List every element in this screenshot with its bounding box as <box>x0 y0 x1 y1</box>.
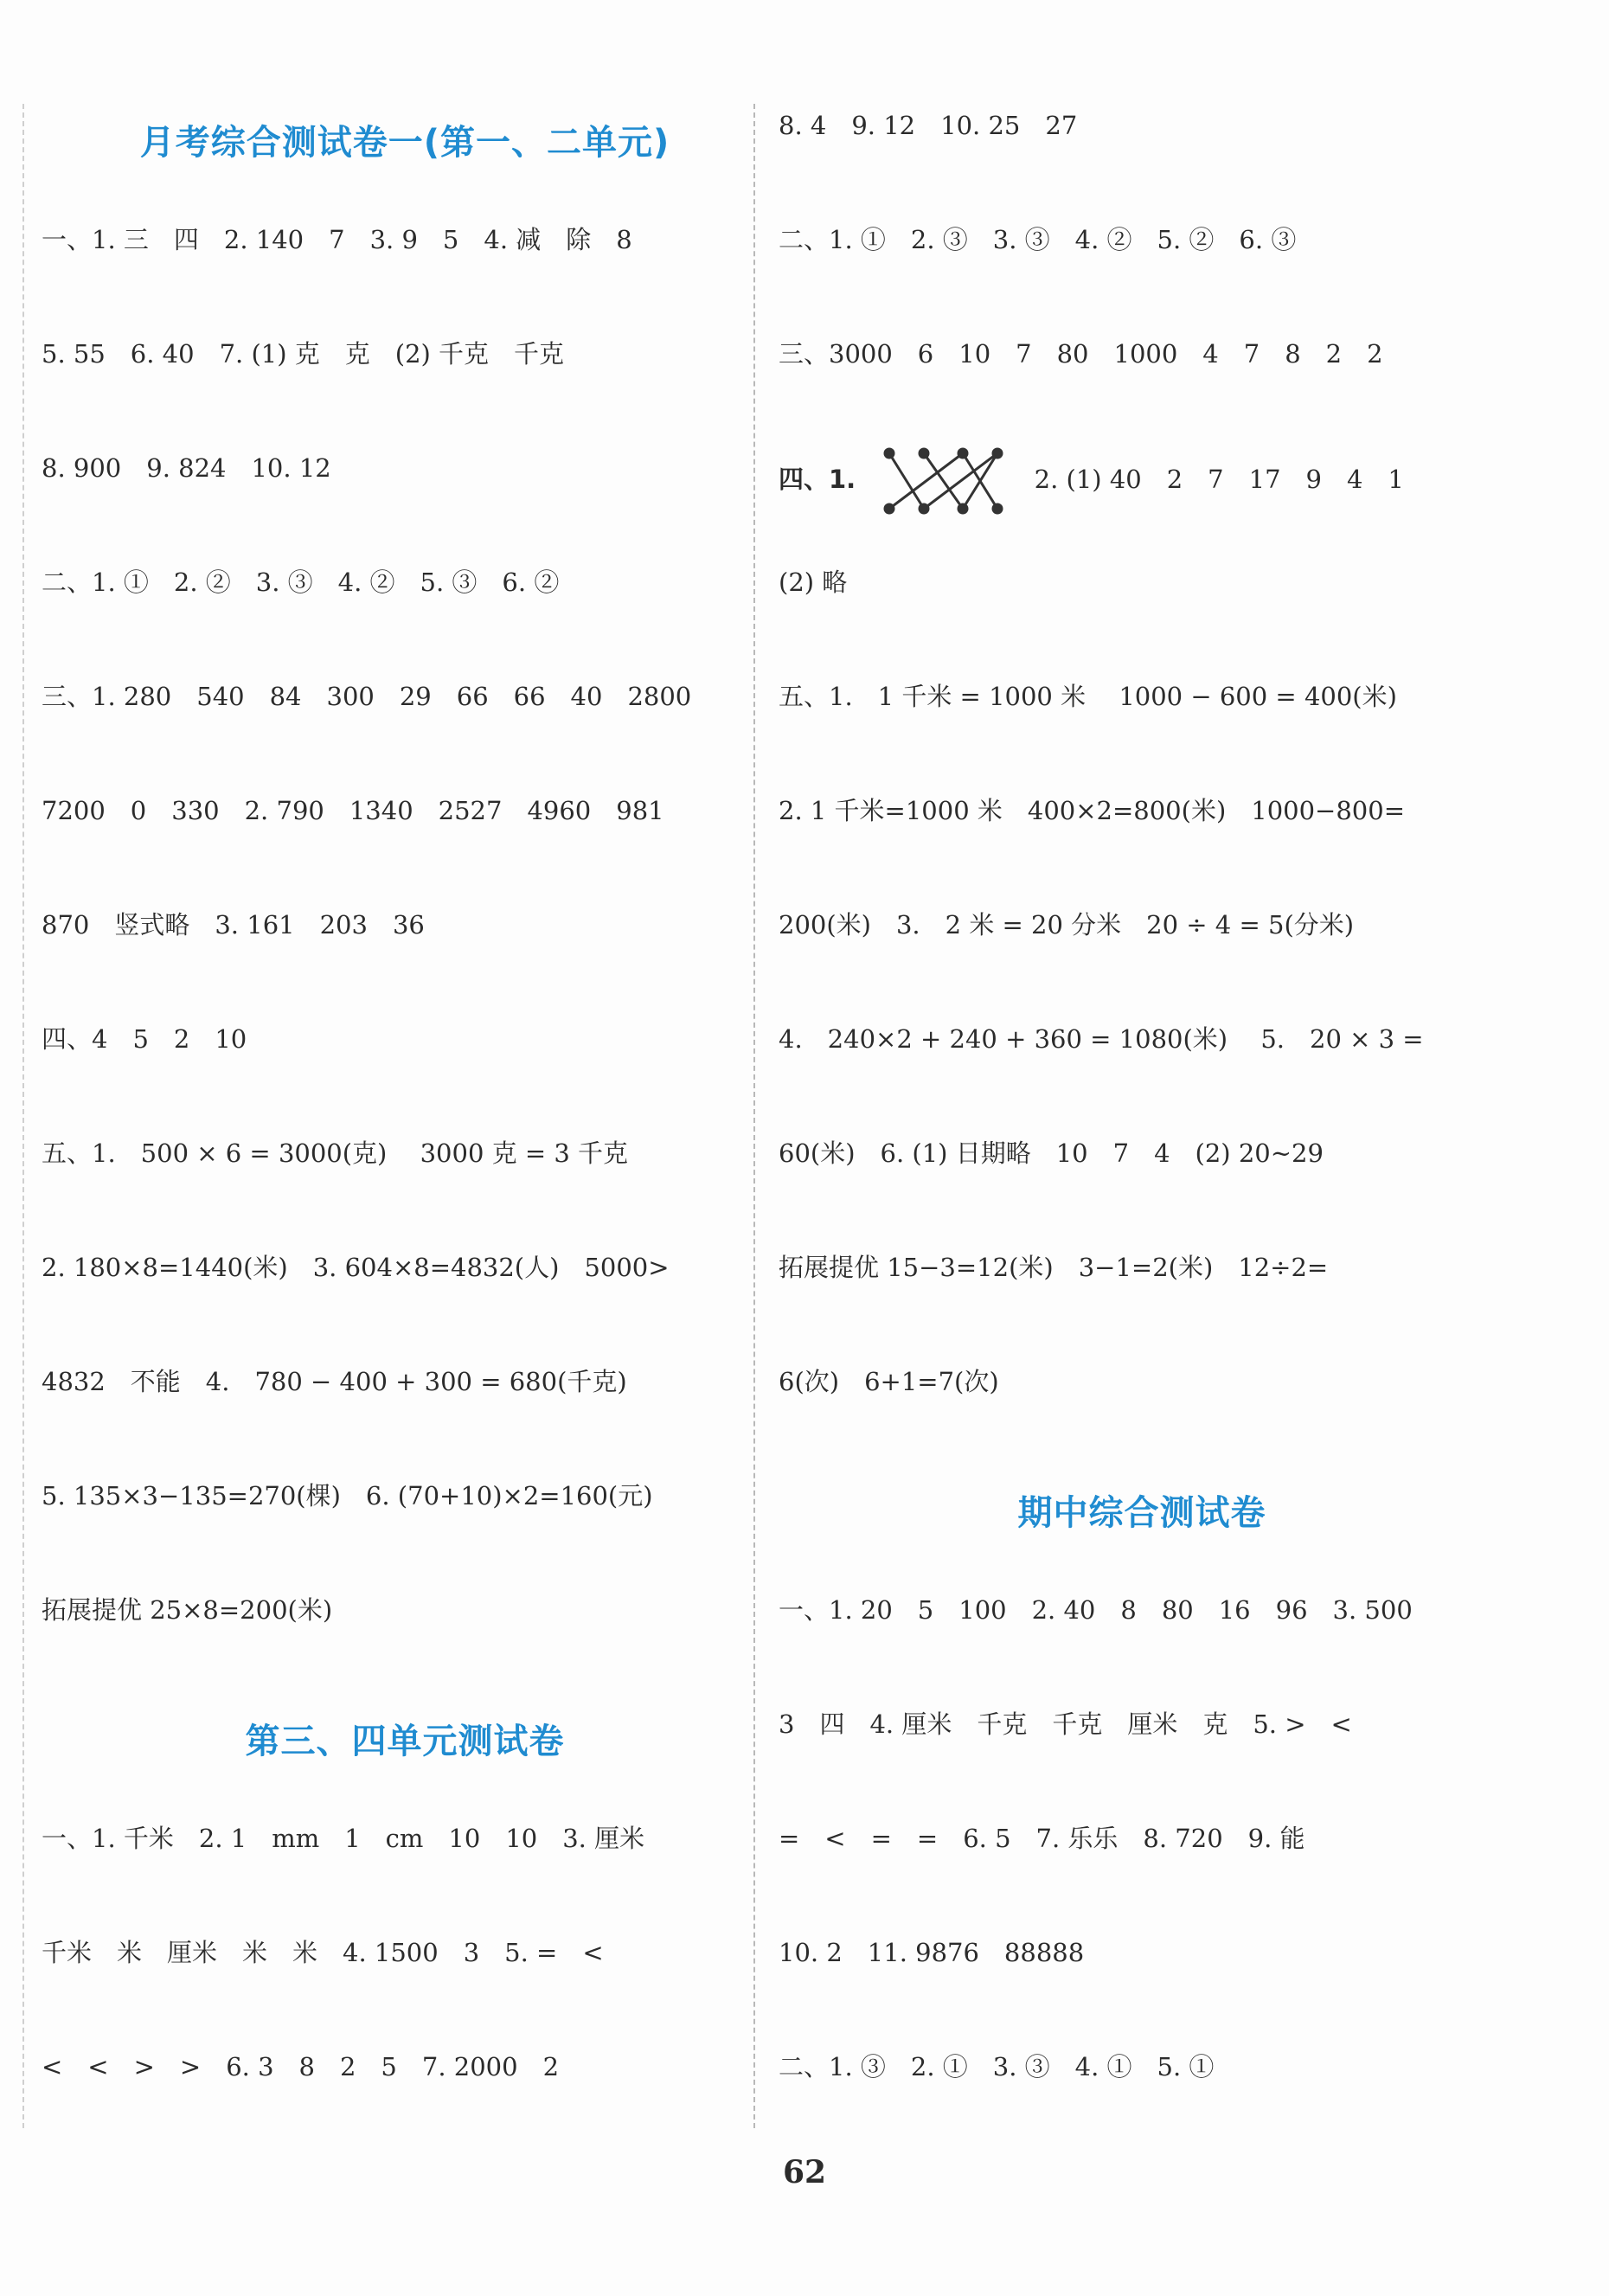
answer-line: 60(米) 6. (1) 日期略 10 7 4 (2) 20~29 <box>779 1138 1324 1168</box>
answer-line: = < = = 6. 5 7. 乐乐 8. 720 9. 能 <box>779 1824 1305 1853</box>
answer-line: 五、1. 1 千米 = 1000 米 1000 − 600 = 400(米) <box>779 682 1397 711</box>
page-number: 62 <box>782 2154 827 2190</box>
answer-line: 5. 135×3−135=270(棵) 6. (70+10)×2=160(元) <box>42 1481 653 1510</box>
answer-line: 一、1. 三 四 2. 140 7 3. 9 5 4. 减 除 8 <box>42 225 632 254</box>
answer-line: 拓展提优 15−3=12(米) 3−1=2(米) 12÷2= <box>779 1253 1329 1282</box>
answer-line: 三、3000 6 10 7 80 1000 4 7 8 2 2 <box>779 339 1383 369</box>
answer-line: < < > > 6. 3 8 2 5 7. 2000 2 <box>42 2052 560 2081</box>
answer-line: 拓展提优 25×8=200(米) <box>42 1595 333 1625</box>
left-answers-2 <box>42 1817 768 2159</box>
answer-line: 2. 180×8=1440(米) 3. 604×8=4832(人) 5000> <box>42 1253 670 1282</box>
answer-line: 10. 2 11. 9876 88888 <box>779 1938 1085 1967</box>
right-column <box>779 104 1505 2137</box>
answer-line: 4. 240×2 + 240 + 360 = 1080(米) 5. 20 × 3 = <box>779 1024 1424 1054</box>
answer-line: 4832 不能 4. 780 − 400 + 300 = 680(千克) <box>42 1367 627 1396</box>
answer-line: 三、1. 280 540 84 300 29 66 66 40 2800 <box>42 682 692 711</box>
answer-line: 200(米) 3. 2 米 = 20 分米 20 ÷ 4 = 5(分米) <box>779 910 1355 940</box>
left-margin-dashes <box>22 104 24 2128</box>
answer-line: 五、1. 500 × 6 = 3000(克) 3000 克 = 3 千克 <box>42 1138 629 1168</box>
answer-line: 一、1. 20 5 100 2. 40 8 80 16 96 3. 500 <box>779 1595 1413 1625</box>
right-answers-2 <box>779 1588 1505 2159</box>
answer-line: 8. 4 9. 12 10. 25 27 <box>779 111 1078 140</box>
answer-line: 二、1. ① 2. ③ 3. ③ 4. ② 5. ② 6. ③ <box>779 225 1297 254</box>
section-title-monthly-test-1: 月考综合测试卷一(第一、二单元) <box>139 123 670 163</box>
section-four-label: 四、1. <box>779 465 856 494</box>
answer-line: 6(次) 6+1=7(次) <box>779 1367 999 1396</box>
answer-line: 二、1. ① 2. ② 3. ③ 4. ② 5. ③ 6. ② <box>42 568 560 597</box>
answer-line: 8. 900 9. 824 10. 12 <box>42 453 331 483</box>
section-four-rest: 2. (1) 40 2 7 17 9 4 1 <box>1034 465 1404 494</box>
right-answers-1 <box>779 104 1505 1474</box>
answer-line: 二、1. ③ 2. ① 3. ③ 4. ① 5. ① <box>779 2052 1215 2081</box>
answer-line: 千米 米 厘米 米 米 4. 1500 3 5. = < <box>42 1938 604 1967</box>
section-title-midterm: 期中综合测试卷 <box>1017 1493 1266 1533</box>
left-column <box>42 104 768 2137</box>
answer-line: 7200 0 330 2. 790 1340 2527 4960 981 <box>42 796 664 825</box>
answer-line-four <box>779 446 1505 561</box>
answer-line: 870 竖式略 3. 161 203 36 <box>42 910 425 940</box>
answer-line: 一、1. 千米 2. 1 mm 1 cm 10 10 3. 厘米 <box>42 1824 645 1853</box>
answer-line: 2. 1 千米=1000 米 400×2=800(米) 1000−800= <box>779 796 1406 825</box>
answer-line: 5. 55 6. 40 7. (1) 克 克 (2) 千克 千克 <box>42 339 565 369</box>
answer-line: 3 四 4. 厘米 千克 千克 厘米 克 5. > < <box>779 1709 1352 1739</box>
section-title-unit-3-4: 第三、四单元测试卷 <box>245 1722 565 1761</box>
matching-lines-figure <box>881 446 1010 516</box>
answer-line: 四、4 5 2 10 <box>42 1024 247 1054</box>
left-answers-1 <box>42 218 768 1703</box>
answer-line: (2) 略 <box>779 568 848 597</box>
